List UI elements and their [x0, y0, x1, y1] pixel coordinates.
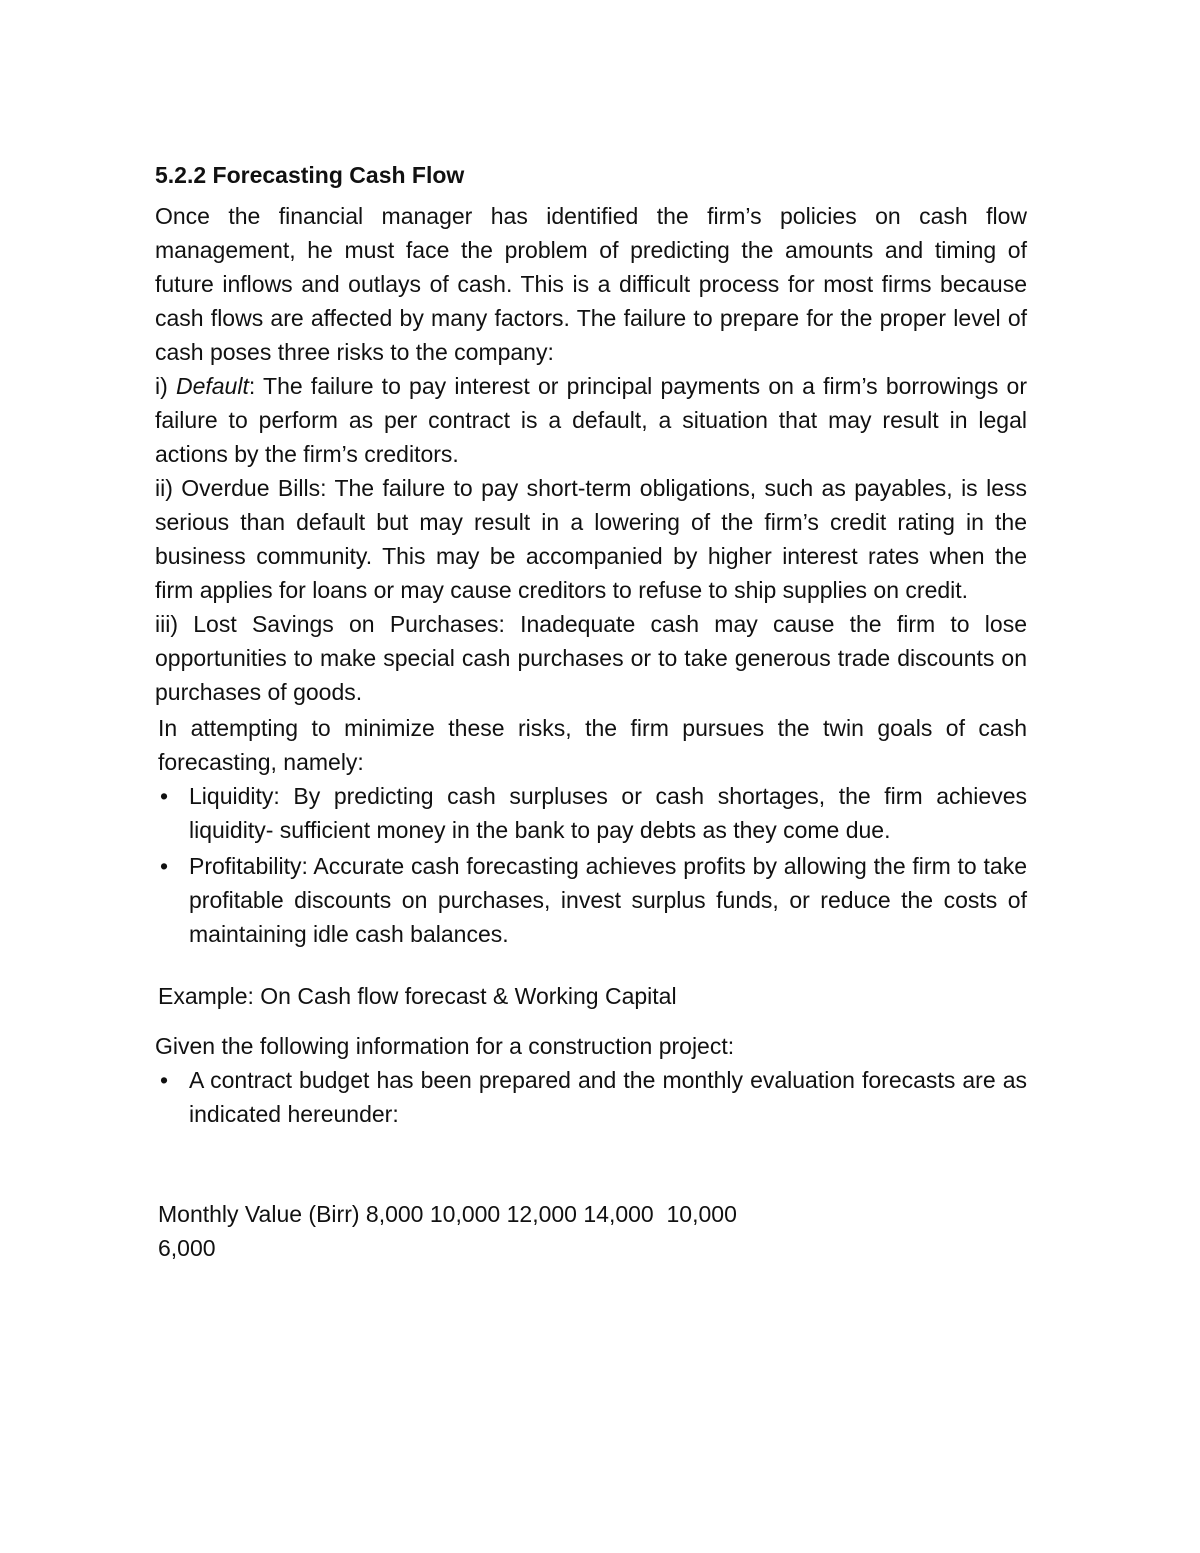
- monthly-value: 6,000: [158, 1235, 216, 1261]
- monthly-value: 10,000: [666, 1201, 737, 1227]
- goal-text: Liquidity: By predicting cash surpluses or cash shortages, the firm achieves liquidity- sufficient money in the bank to pay debts as they come due.: [189, 783, 1027, 843]
- goal-text: Profitability: Accurate cash forecasting achieves profits by allowing the firm to take profitable discounts on purchases, invest surplus funds, or reduce the costs of maintaining idle cash balances.: [189, 853, 1027, 947]
- monthly-value: 14,000: [583, 1201, 654, 1227]
- monthly-label: Monthly Value (Birr): [158, 1201, 360, 1227]
- list-item: [155, 1063, 1027, 1131]
- bullet-icon: •: [159, 1067, 169, 1093]
- example-title: Example: On Cash flow forecast & Working Capital: [158, 983, 677, 1009]
- bullet-icon: •: [159, 783, 169, 809]
- risk-term: Default: [175, 373, 249, 399]
- risk-prefix: ii): [155, 475, 182, 501]
- risk-prefix: iii): [155, 611, 194, 637]
- document-page: [155, 158, 1027, 1265]
- monthly-value: 12,000: [506, 1201, 577, 1227]
- risk-text: : The failure to pay short-term obligations, such as payables, is less serious than default but may result in a lowering of the firm’s credit rating in the business community. This may be accompanied by higher interest rates when the firm applies for loans or may cause creditors to refuse to ship supplies on credit.: [155, 475, 1027, 603]
- given-list: [155, 1063, 1027, 1131]
- monthly-value: 10,000: [429, 1201, 501, 1227]
- monthly-values-line: [158, 1197, 1027, 1265]
- risk-term: Overdue Bills: [181, 475, 321, 501]
- risk-default: [155, 369, 1027, 471]
- section-heading: 5.2.2 Forecasting Cash Flow: [155, 162, 465, 188]
- list-item: [155, 779, 1027, 847]
- goals-intro: In attempting to minimize these risks, the firm pursues the twin goals of cash forecasting, namely:: [158, 715, 1027, 775]
- goals-list: [155, 779, 1027, 951]
- intro-paragraph: Once the financial manager has identified the firm’s policies on cash flow management, he must face the problem of predicting the amounts and timing of future inflows and outlays of cash. This is a difficult process for most firms because cash flows are affected by many factors. The failure to prepare for the proper level of cash poses three risks to the company:: [155, 203, 1027, 365]
- risk-lost-savings: [155, 607, 1027, 709]
- risk-overdue-bills: [155, 471, 1027, 607]
- given-text: Given the following information for a construction project:: [155, 1033, 735, 1059]
- bullet-icon: •: [159, 853, 169, 879]
- risk-term: Lost Savings on Purchases: [193, 611, 499, 637]
- risk-text: : The failure to pay interest or principal payments on a firm’s borrowings or failure to perform as per contract is a default, a situation that may result in legal actions by the firm’s creditors.: [155, 373, 1027, 467]
- risk-prefix: i): [155, 373, 176, 399]
- list-item: [155, 849, 1027, 951]
- risk-text: : Inadequate cash may cause the firm to lose opportunities to make special cash purchases or to take generous trade discounts on purchases of goods.: [155, 611, 1027, 705]
- monthly-value: 8,000: [365, 1201, 424, 1227]
- given-bullet-text: A contract budget has been prepared and the monthly evaluation forecasts are as indicated hereunder:: [189, 1067, 1027, 1127]
